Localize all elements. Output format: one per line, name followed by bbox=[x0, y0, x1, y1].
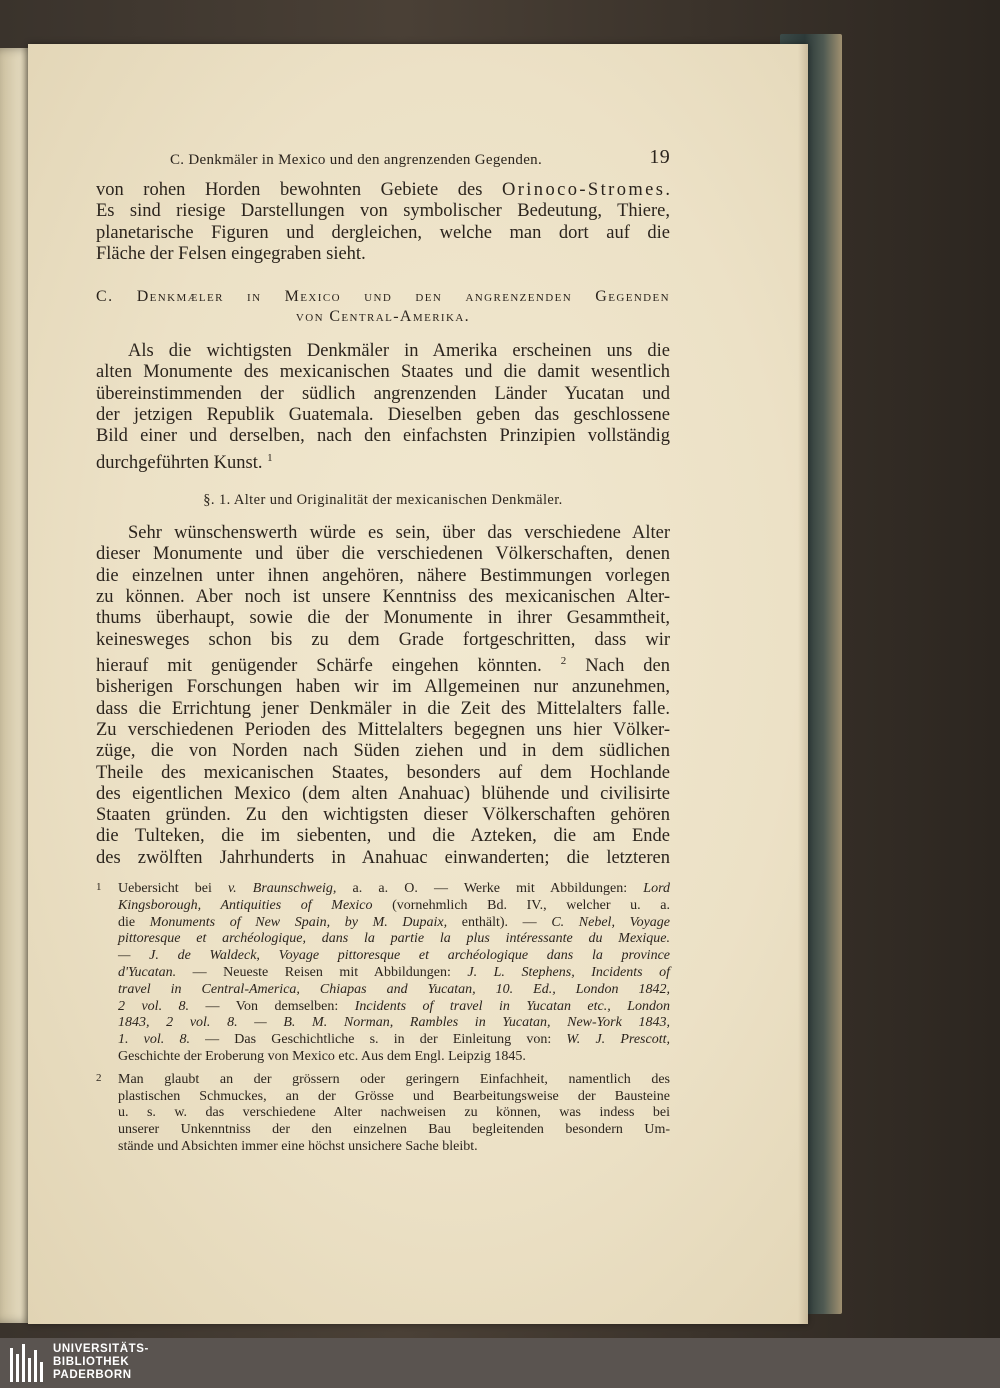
text-line: Staaten gründen. Zu den wichtigsten dieser Völkerschaften gehören bbox=[96, 805, 670, 826]
footnote-line: Man glaubt an der grössern oder geringern Einfachheit, namentlich des bbox=[118, 1071, 670, 1087]
footnote-line: Uebersicht bei v. Braunschweig, a. a. O. — Werke mit Abbildungen: Lord bbox=[118, 881, 670, 897]
footnote-number: 1 bbox=[96, 881, 102, 894]
library-logo-text: UNIVERSITÄTS- BIBLIOTHEK PADERBORN bbox=[53, 1343, 149, 1381]
text-line: durchgeführten Kunst. $^1$ bbox=[96, 451, 273, 473]
chapter-heading bbox=[96, 287, 670, 327]
text-line: hierauf mit genügender Schärfe eingehen könnten. $^2$ Nach den bbox=[96, 654, 671, 677]
footnote-1 bbox=[96, 881, 670, 1066]
heading-line-1: C. Denkmæler in Mexico und den angrenzenden Gegenden bbox=[96, 288, 670, 306]
paragraph-1 bbox=[96, 180, 670, 265]
footnote-line: Geschichte der Eroberung von Mexico etc. Aus dem Engl. Leipzig 1845. bbox=[118, 1049, 526, 1064]
text-line: Es sind riesige Darstellungen von symbolischer Bedeutung, Thiere, bbox=[96, 201, 670, 222]
footnote-2 bbox=[96, 1072, 670, 1156]
text-line: bisherigen Forschungen haben wir im Allgemeinen nur anzunehmen, bbox=[96, 677, 670, 698]
footnote-ref: 1 bbox=[267, 451, 273, 464]
text-line: Zu verschiedenen Perioden des Mittelalters begegnen uns hier Völker- bbox=[96, 719, 670, 740]
text-line: dieser Monumente und über die verschiedenen Völkerschaften, denen bbox=[96, 544, 670, 565]
footnote-line: stände und Absichten immer eine höchst unsichere Sache bleibt. bbox=[118, 1138, 478, 1154]
text-line: züge, die von Norden nach Süden ziehen und in dem südlichen bbox=[96, 741, 670, 762]
footnote-line: pittoresque et archéologique, dans la partie la plus intéressante du Mexique. bbox=[118, 931, 670, 947]
text-line: Sehr wünschenswerth würde es sein, über das verschiedene Alter bbox=[128, 523, 670, 544]
text-line: des eigentlichen Mexico (dem alten Anahuac) blühende und civilisirte bbox=[96, 783, 670, 804]
footnote-number: 2 bbox=[96, 1071, 102, 1084]
text-line: dass die Errichtung jener Denkmäler in die Zeit des Mittelalters falle. bbox=[96, 698, 670, 719]
text-line: Als die wichtigsten Denkmäler in Amerika erscheinen uns die bbox=[128, 341, 670, 362]
footnotes bbox=[96, 881, 670, 1156]
footnote-line: 1843, 2 vol. 8. — B. M. Norman, Rambles in Yucatan, New-York 1843, bbox=[118, 1015, 670, 1031]
text-line: thums überhaupt, sowie die der Monumente in ihrer Gesammtheit, bbox=[96, 608, 670, 629]
text-line: Fläche der Felsen eingegraben sieht. bbox=[96, 243, 366, 264]
paragraph-2 bbox=[96, 341, 670, 474]
running-head bbox=[96, 148, 670, 174]
paragraph-3 bbox=[96, 523, 670, 869]
page-number: 19 bbox=[649, 146, 670, 168]
text-line: von rohen Horden bewohnten Gebiete des Orinoco-Stromes. bbox=[96, 180, 670, 200]
footnote-line: 2 vol. 8. — Von demselben: Incidents of travel in Yucatan etc., London bbox=[118, 998, 670, 1014]
text-line: des zwölften Jahrhunderts in Anahuac einwanderten; die letzteren bbox=[96, 847, 670, 868]
footnote-line: die Monuments of New Spain, by M. Dupaix, enthält). — C. Nebel, Voyage bbox=[118, 914, 671, 930]
running-head-text: C. Denkmäler in Mexico und den angrenzenden Gegenden. bbox=[170, 152, 543, 168]
text-line: planetarische Figuren und dergleichen, welche man dort auf die bbox=[96, 222, 670, 243]
page-edge-shadow bbox=[798, 44, 808, 1324]
heading-line-2: von Central-Amerika. bbox=[295, 308, 471, 326]
library-logo-icon bbox=[8, 1344, 46, 1382]
text-line: die Tulteken, die im siebenten, und die Azteken, die am Ende bbox=[96, 826, 670, 847]
text-line: der jetzigen Republik Guatemala. Dieselben geben das geschlossene bbox=[96, 405, 670, 426]
section-heading: §. 1. Alter und Originalität der mexicanischen Denkmäler. bbox=[203, 492, 563, 509]
text-line: Bild einer und derselben, nach den einfachsten Prinzipien vollständig bbox=[96, 426, 670, 447]
footnote-line: plastischen Schmuckes, an der Grösse und Bearbeitungsweise der Bausteine bbox=[118, 1088, 670, 1104]
page-content bbox=[96, 144, 670, 1156]
footnote-line: 1. vol. 8. — Das Geschichtliche s. in der Einleitung von: W. J. Prescott, bbox=[118, 1032, 670, 1048]
footnote-ref: 2 bbox=[560, 654, 567, 667]
text-line: keinesweges schon bis zu dem Grade fortgeschritten, dass wir bbox=[96, 629, 670, 650]
text-line: Theile des mexicanischen Staates, besonders auf dem Hochlande bbox=[96, 762, 670, 783]
footnote-line: travel in Central-America, Chiapas and Yucatan, 10. Ed., London 1842, bbox=[118, 981, 670, 997]
footnote-line: — J. de Waldeck, Voyage pittoresque et archéologique dans la province bbox=[118, 948, 670, 964]
book-page bbox=[28, 44, 808, 1324]
footnote-line: d'Yucatan. — Neueste Reisen mit Abbildungen: J. L. Stephens, Incidents of bbox=[118, 965, 670, 981]
text-line: zu können. Aber noch ist unsere Kenntniss des mexicanischen Alter- bbox=[96, 587, 670, 608]
footnote-line: Kingsborough, Antiquities of Mexico (vornehmlich Bd. IV., welcher u. a. bbox=[118, 897, 670, 913]
text-line: übereinstimmenden der südlich angrenzenden Länder Yucatan und bbox=[96, 383, 670, 404]
footnote-line: u. s. w. das verschiedene Alter nachweisen zu können, was indess bei bbox=[118, 1105, 670, 1121]
text-line: die einzelnen unter ihnen angehören, nähere Bestimmungen vorlegen bbox=[96, 565, 670, 586]
footnote-line: unserer Unkenntniss der den einzelnen Bau begleitenden besondern Um- bbox=[118, 1122, 670, 1138]
spaced-term: Orinoco-Stromes bbox=[501, 180, 666, 200]
text-line: alten Monumente des mexicanischen Staates und die damit wesentlich bbox=[96, 362, 670, 383]
library-logo-bar bbox=[0, 1338, 1000, 1388]
